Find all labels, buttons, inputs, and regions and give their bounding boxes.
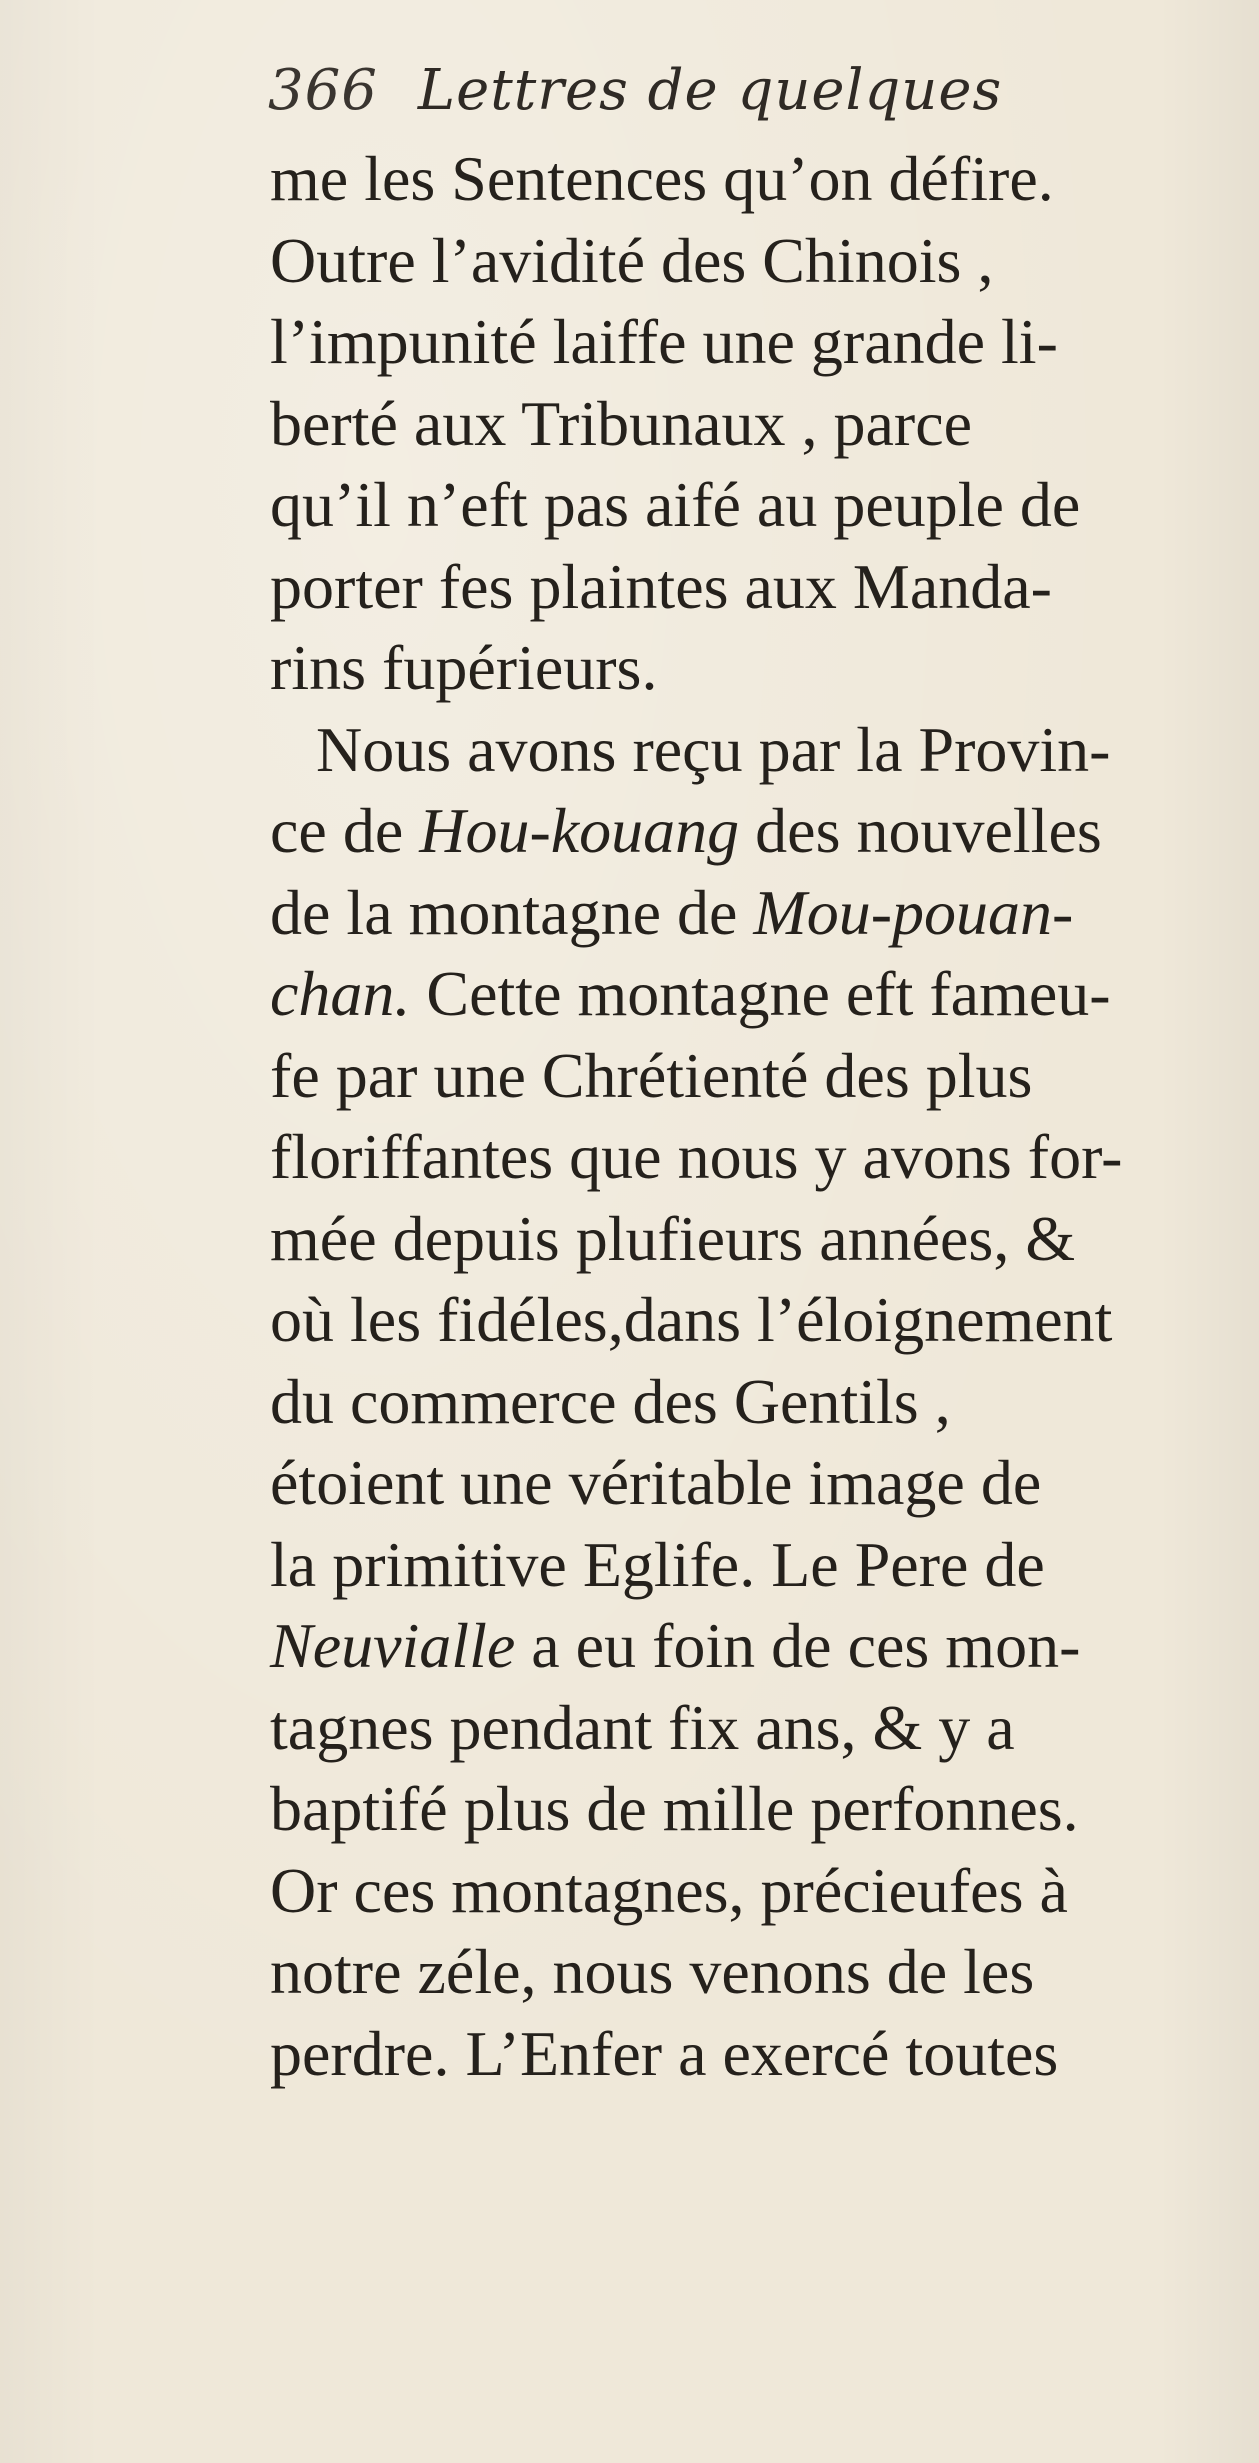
italic-term: Mou-pouan- xyxy=(753,876,1074,948)
text-line xyxy=(270,301,1230,383)
italic-term: Neuvialle xyxy=(270,1610,516,1681)
page-number: 366 xyxy=(268,58,378,123)
text-line xyxy=(270,1035,1230,1117)
text-line xyxy=(270,220,1230,302)
line-text: rins fupérieurs. xyxy=(270,632,658,703)
line-text: étoient une véritable image de xyxy=(270,1447,1042,1518)
text-line xyxy=(270,1442,1230,1524)
line-text: l’impunité laiffe une grande li- xyxy=(270,306,1058,377)
line-text: a eu foin de ces mon- xyxy=(515,1610,1081,1681)
line-text: qu’il n’eft pas aifé au peuple de xyxy=(270,469,1081,540)
line-text: notre zéle, nous venons de les xyxy=(270,1936,1035,2007)
line-text: ce de xyxy=(270,795,420,866)
line-text: mée depuis plufieurs années, & xyxy=(270,1202,1076,1274)
text-line xyxy=(270,1687,1230,1769)
text-line xyxy=(270,383,1230,465)
line-text: Or ces montagnes, précieufes à xyxy=(270,1854,1068,1926)
line-text: me les Sentences qu’on défire. xyxy=(270,143,1054,214)
text-line xyxy=(270,546,1230,628)
text-line xyxy=(270,464,1230,546)
line-text: berté aux Tribunaux , parce xyxy=(270,387,973,459)
line-text: Outre l’avidité des Chinois , xyxy=(270,224,994,296)
running-title: Lettres de quelques xyxy=(417,58,1003,123)
text-line xyxy=(270,2013,1230,2095)
page-header xyxy=(268,58,1002,148)
text-line xyxy=(270,627,1230,709)
text-line xyxy=(270,790,1230,872)
line-text: de la montagne de xyxy=(270,876,754,948)
italic-term: Hou-kouang xyxy=(419,795,740,866)
text-line xyxy=(270,953,1230,1035)
text-line xyxy=(270,1524,1230,1606)
text-line xyxy=(270,1768,1230,1850)
line-text: baptifé plus de mille perfonnes. xyxy=(270,1773,1079,1844)
text-line xyxy=(270,872,1230,954)
line-text: la primitive Eglife. Le Pere de xyxy=(270,1528,1045,1600)
text-line xyxy=(270,709,1230,791)
line-text: Nous avons reçu par la Provin- xyxy=(316,713,1111,785)
text-line xyxy=(270,1850,1230,1932)
line-text: perdre. L’Enfer a exercé toutes xyxy=(270,2017,1059,2089)
text-line xyxy=(270,1931,1230,2013)
line-text: floriffantes que nous y avons for- xyxy=(270,1121,1123,1192)
line-text: tagnes pendant fix ans, & y a xyxy=(270,1691,1015,1763)
line-text: porter fes plaintes aux Manda- xyxy=(270,550,1052,622)
text-line xyxy=(270,1361,1230,1443)
text-line xyxy=(270,1279,1230,1361)
line-text: du commerce des Gentils , xyxy=(270,1365,951,1437)
text-line xyxy=(270,138,1230,220)
line-text: des nouvelles xyxy=(739,795,1102,866)
line-text: où les fidéles,dans l’éloignement xyxy=(270,1284,1113,1355)
italic-term: chan. xyxy=(270,958,411,1029)
text-line xyxy=(270,1605,1230,1687)
line-text: fe par une Chrétienté des plus xyxy=(270,1039,1033,1111)
body-text xyxy=(270,138,1230,2094)
text-line xyxy=(270,1198,1230,1280)
text-line xyxy=(270,1116,1230,1198)
line-text: Cette montagne eft fameu- xyxy=(410,958,1111,1029)
